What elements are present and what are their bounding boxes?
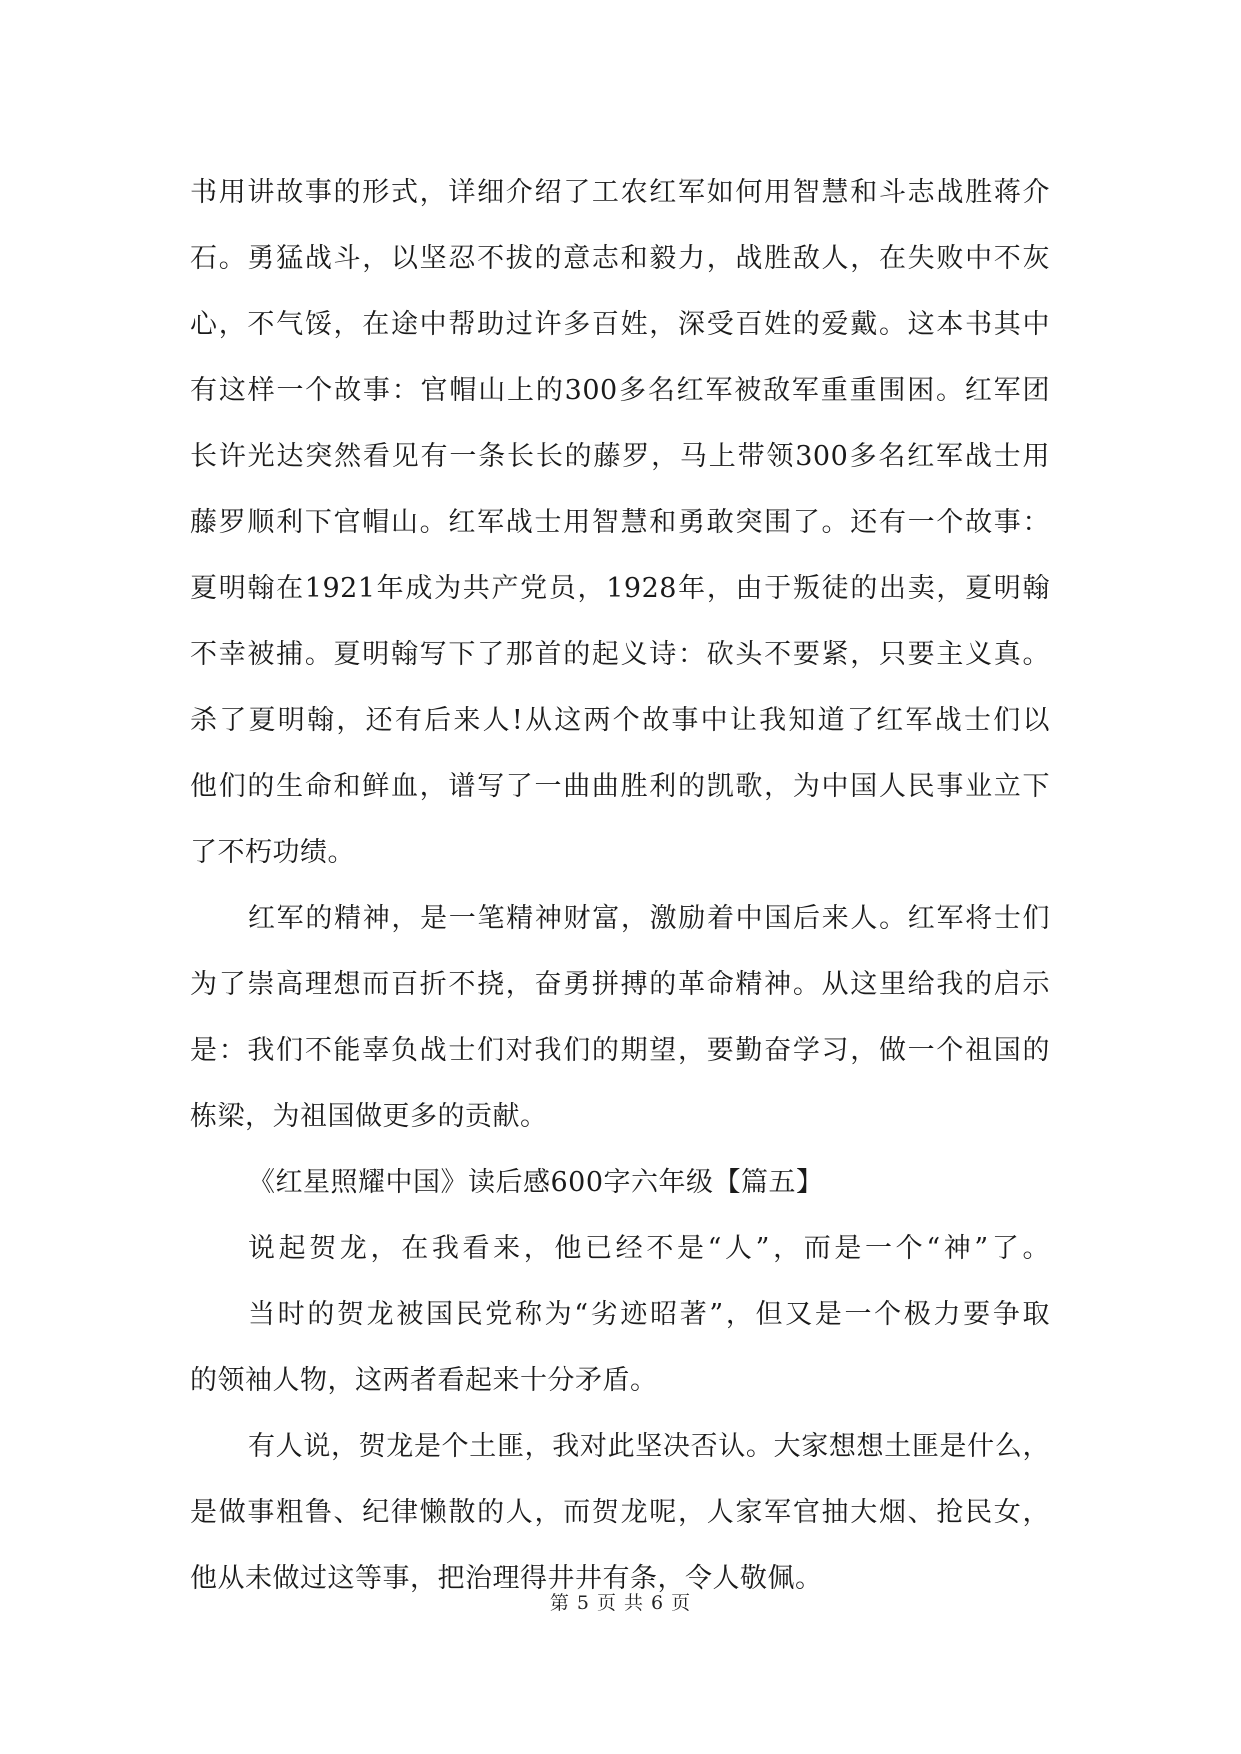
text-line: 藤罗顺利下官帽山。红军战士用智慧和勇敢突围了。还有一个故事： [190,507,1050,538]
text-line: 他们的生命和鲜血，谱写了一曲曲胜利的凯歌，为中国人民事业立下 [190,771,1050,802]
text-line: 当时的贺龙被国民党称为“劣迹昭著”，但又是一个极力要争取 [248,1299,1050,1330]
text-line: 夏明翰在1921年成为共产党员，1928年，由于叛徒的出卖，夏明翰 [190,573,1050,604]
page-number-footer: 第 5 页 共 6 页 [549,1592,692,1614]
text-line: 石。勇猛战斗，以坚忍不拔的意志和毅力，战胜敌人，在失败中不灰 [190,243,1050,274]
text-line: 杀了夏明翰，还有后来人!从这两个故事中让我知道了红军战士们以 [190,705,1050,736]
document-body [190,160,1050,1612]
section-heading: 《红星照耀中国》读后感600字六年级【篇五】 [248,1167,824,1198]
text-line: 的领袖人物，这两者看起来十分矛盾。 [190,1365,658,1396]
text-line: 为了崇高理想而百折不挠，奋勇拼搏的革命精神。从这里给我的启示 [190,969,1050,1000]
text-line: 是：我们不能辜负战士们对我们的期望，要勤奋学习，做一个祖国的 [190,1035,1050,1066]
text-line: 栋梁，为祖国做更多的贡献。 [190,1101,548,1132]
text-line: 书用讲故事的形式，详细介绍了工农红军如何用智慧和斗志战胜蒋介 [190,177,1050,208]
text-line: 有人说，贺龙是个土匪，我对此坚决否认。大家想想土匪是什么， [248,1431,1050,1462]
text-line: 有这样一个故事：官帽山上的300多名红军被敌军重重围困。红军团 [190,375,1050,406]
text-line: 说起贺龙，在我看来，他已经不是“人”，而是一个“神”了。 [248,1233,1050,1264]
text-line: 不幸被捕。夏明翰写下了那首的起义诗：砍头不要紧，只要主义真。 [190,639,1050,670]
text-line: 是做事粗鲁、纪律懒散的人，而贺龙呢，人家军官抽大烟、抢民女， [190,1497,1050,1528]
text-line: 了不朽功绩。 [190,837,355,868]
text-line: 长许光达突然看见有一条长长的藤罗，马上带领300多名红军战士用 [190,441,1050,472]
text-line: 红军的精神，是一笔精神财富，激励着中国后来人。红军将士们 [248,903,1050,934]
text-line: 他从未做过这等事，把治理得井井有条，令人敬佩。 [190,1563,823,1594]
text-line: 心，不气馁，在途中帮助过许多百姓，深受百姓的爱戴。这本书其中 [190,309,1050,340]
